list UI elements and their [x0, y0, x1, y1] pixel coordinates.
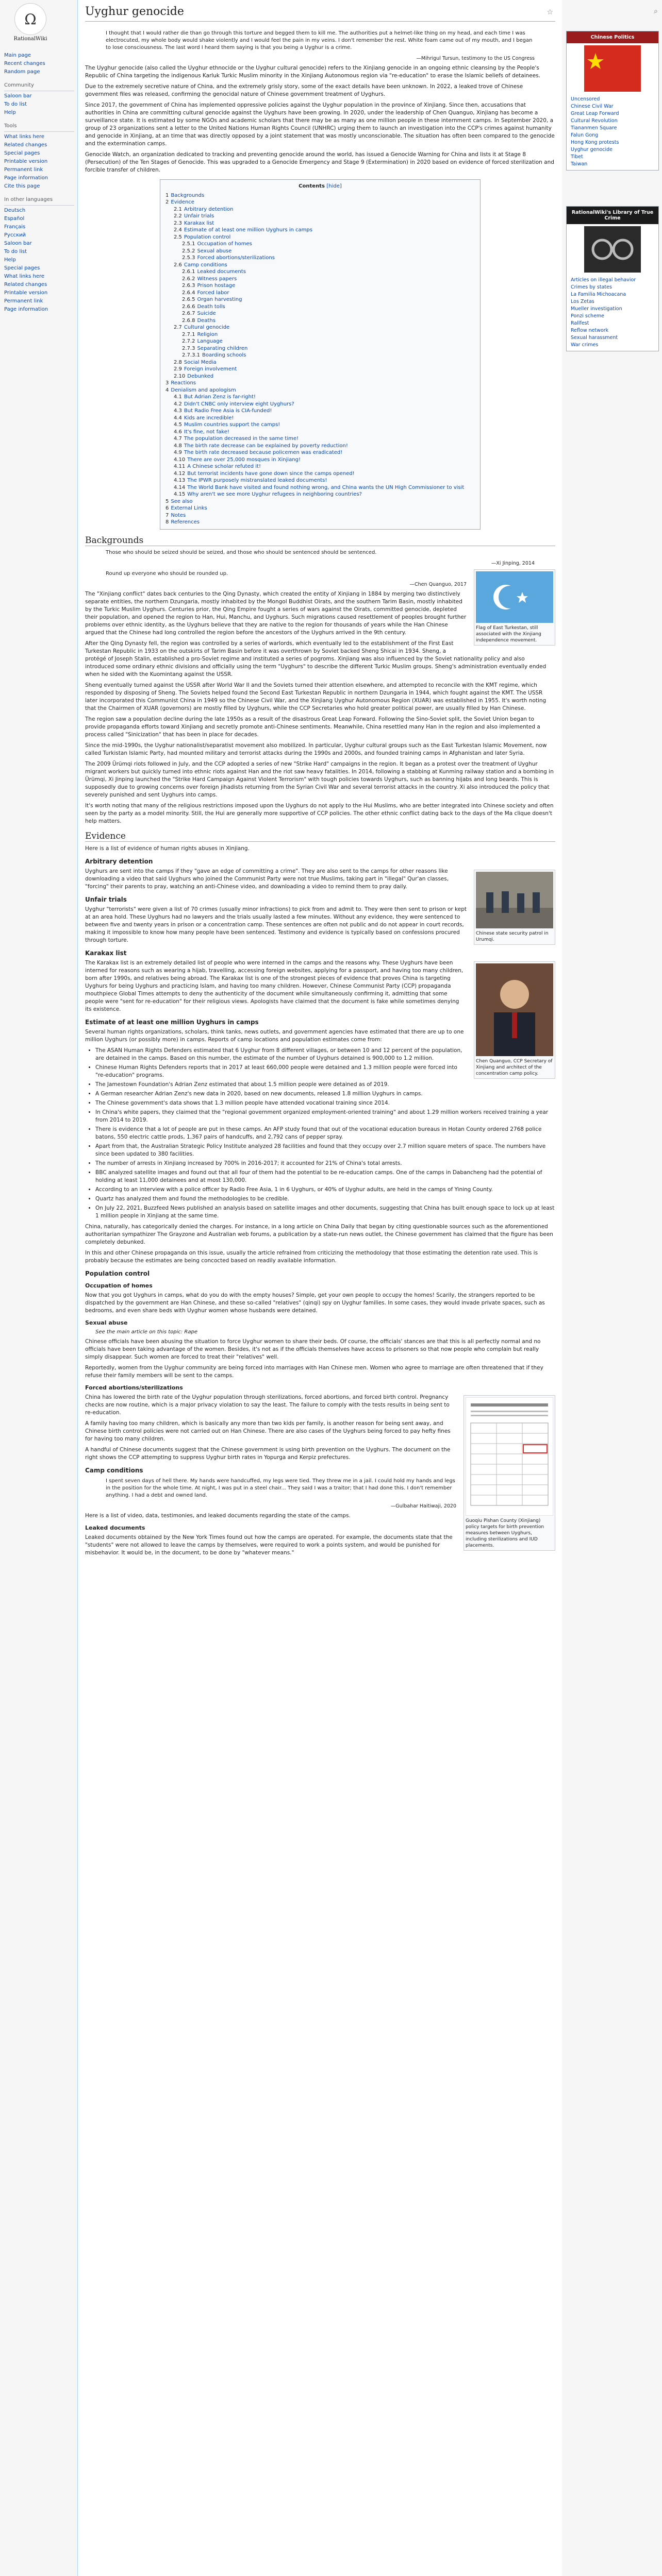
- handcuffs-icon: [584, 226, 641, 273]
- toc-entry-link[interactable]: Boarding schools: [202, 352, 246, 358]
- nav-item[interactable]: Special pages: [4, 265, 40, 271]
- toc-entry[interactable]: [166, 324, 475, 331]
- paragraph: The 2009 Ürümqi riots followed in July, and the CCP adopted a series of new "Strike Hard" campaigns in the region. It began as a protest over the treatment of Uyghur migrant workers but quickly turned into ethnic riots against Han and the riot saw heavy fatalities. In 2014, following a stabbing at Kunming railway station and a bombing in Ürümqi, Xi Jinping launched the "Strike Hard Campaign Against Violent Terrorism" with tough policies towards Uyghurs, such as banning hijabs and long beards. This is supposedly due to growing concerns over foreign jihadists returning from the Syrian Civil War and several terrorist attacks in the country. Xi also introduced the policy that severely punished and sent Uyghurs into camps.: [85, 760, 554, 798]
- toc-entry-number: 2.7.3: [182, 345, 195, 351]
- panel-item[interactable]: Sexual harassment: [571, 335, 618, 341]
- figure-caption: Flag of East Turkestan, still associated with the Xinjiang independence movement.: [476, 625, 541, 643]
- search-icon[interactable]: ⌕: [654, 7, 658, 15]
- china-flag-icon: [584, 45, 641, 92]
- list-item: • Apart from that, the Australian Strategic Policy Institute analyzed 28 facilities and found that they occupy over 2.7 million square meters of space. The numbers have since been updated to 380 facilities.: [95, 1143, 555, 1158]
- toc-entry[interactable]: [166, 470, 475, 478]
- toc-entry-number: 4.12: [174, 470, 186, 477]
- toc-entry-number: 4.7: [174, 436, 182, 442]
- toc-entry[interactable]: [166, 192, 475, 199]
- birth-prevention-document-image: [466, 1397, 553, 1516]
- backgrounds-quote: [106, 549, 535, 556]
- toc-entry[interactable]: [166, 512, 475, 519]
- toc-entry-link[interactable]: Leaked documents: [197, 269, 246, 275]
- toc-entry[interactable]: [166, 234, 475, 241]
- nav-item[interactable]: Saloon bar: [4, 241, 32, 246]
- toc-entry-link[interactable]: Karakax list: [184, 220, 214, 226]
- toc-entry-link[interactable]: The IPWR purposely mistranslated leaked documents!: [187, 478, 327, 483]
- nav-item[interactable]: To do list: [4, 249, 27, 255]
- toc-entry-number: 2.1: [174, 206, 182, 212]
- toc-entry-link[interactable]: Muslim countries support the camps!: [184, 422, 280, 428]
- toc-entry[interactable]: [166, 394, 475, 401]
- left-sidebar: [0, 0, 77, 2576]
- toc-entry-number: 4.3: [174, 408, 182, 414]
- toc-list: [166, 192, 475, 526]
- panel-list: [567, 94, 658, 170]
- toc-entry[interactable]: [166, 206, 475, 213]
- toc-entry[interactable]: [166, 352, 475, 359]
- toc-entry-link[interactable]: Deaths: [197, 317, 216, 324]
- list-item: • The Jamestown Foundation's Adrian Zenz estimated that about 1.5 million people were detained as of 2019.: [95, 1081, 555, 1089]
- urumqi-patrol-figure[interactable]: [474, 870, 555, 945]
- subsection-heading-unfair-trials: Unfair trials: [85, 895, 127, 903]
- toc-entry-number: 4.4: [174, 415, 182, 421]
- toc-entry[interactable]: [166, 276, 475, 283]
- toc-hide-link[interactable]: [hide]: [326, 183, 342, 189]
- watch-star-icon[interactable]: ☆: [547, 8, 553, 16]
- toc-entry[interactable]: [166, 498, 475, 505]
- figure-caption: Chinese state security patrol in Urumqi.: [476, 930, 549, 942]
- toc-entry[interactable]: [166, 435, 475, 443]
- toc-entry-link[interactable]: There are over 25,000 mosques in Xinjiang!: [187, 456, 301, 463]
- paragraph: Since the mid-1990s, the Uyghur nationalist/separatist movement also mobilized. In particular, Uyghur cultural groups such as the East Turkestan Islamic Movement, now called Turkistan Islamic Party, had mounted military and terrorist attacks during the 1990s and 2000s, and founded training camps in Afghanistan and later Syria.: [85, 742, 547, 756]
- nav-item[interactable]: Recent changes: [4, 61, 45, 66]
- toc-entry[interactable]: [166, 338, 475, 345]
- toc-entry-number: 4.2: [174, 401, 182, 407]
- toc-entry-number: 4.14: [174, 484, 186, 490]
- toc-entry-number: 4.8: [174, 443, 182, 449]
- title-bar: [85, 5, 555, 22]
- list-item: • Chinese Human Rights Defenders reports that in 2017 at least 660,000 people were detained and 1.3 million people were forced into "re-education" programs.: [95, 1064, 555, 1079]
- paragraph: In this and other Chinese propaganda on this issue, usually the article refrained from criticizing the methodology that those estimating the detention rate used. This is probably because the estimates are being concocted based on readily available information.: [85, 1249, 538, 1264]
- toc-entry-link[interactable]: Witness papers: [197, 276, 237, 282]
- paragraph: Reportedly, women from the Uyghur community are being forced into marriages with Han Chinese men. Women who agree to marriage are often threatened that if they refuse their family members will be sent to the camps.: [85, 1364, 543, 1379]
- toc-entry-link[interactable]: But Adrian Zenz is far-right!: [184, 394, 256, 400]
- toc-entry[interactable]: [166, 241, 475, 248]
- nav-item[interactable]: What links here: [4, 274, 45, 279]
- toc-entry[interactable]: [166, 449, 475, 456]
- nav-item[interactable]: To do list: [4, 101, 27, 107]
- toc-entry[interactable]: [166, 303, 475, 311]
- toc-entry[interactable]: [166, 282, 475, 290]
- panel-item[interactable]: Great Leap Forward: [571, 111, 619, 116]
- subsection-heading-karakax-list: Karakax list: [85, 949, 127, 957]
- toc-entry-link[interactable]: Forced abortions/sterilizations: [197, 255, 275, 261]
- toc-entry-link[interactable]: Arbitrary detention: [184, 206, 234, 212]
- list-item: • A German researcher Adrian Zenz's new data in 2020, based on new documents, released 1.8 million Uyghurs in camps.: [95, 1090, 555, 1098]
- panel-item[interactable]: Mueller investigation: [571, 306, 622, 312]
- toc-entry-number: 5: [166, 498, 169, 504]
- nav-item[interactable]: Main page: [4, 53, 31, 58]
- toc-entry[interactable]: [166, 463, 475, 470]
- toc-entry-link[interactable]: Sexual abuse: [197, 248, 232, 254]
- subsection-heading-arbitrary-detention: Arbitrary detention: [85, 857, 153, 865]
- paragraph: The Karakax list is an extremely detailed list of people who were interned in the camps and the reasons why. These Uyghurs have been interned for reasons such as wearing a hijab, travelling, accessing foreign websites, applying for a passport, and having too many children, born after 1990s, and relatives being abroad. The Karakax list is one of the strongest pieces of evidence that proves China is targeting Uyghurs for being Uyghurs and practicing Islam, and having too many children. However, Chinese Communist Party (CCP) propaganda mouthpiece Global Times attempts to deny the authenticity of the document while simultaneously confirming it, admitting that some people were "sent for re-education" for their religious views. Apologists have claimed that the document is fake while sometimes denying its existence.: [85, 959, 464, 1012]
- panel-item[interactable]: La Familia Michoacana: [571, 292, 626, 297]
- paragraph: Uyghurs are sent into the camps if they "gave an edge of committing a crime". They are also sent to the camps for other reasons like downloading a video that said Uyghurs who joined the Communist Party were not true Muslims, taking part in "illegal" Qur'an classes, "forcing" their parents to pray, watching an anti-Chinese video, and downloading a video to remind them to pray daily.: [85, 868, 449, 890]
- toc-entry-number: 2.5: [174, 234, 182, 240]
- toc-entry-link[interactable]: References: [171, 519, 200, 525]
- article-body: [85, 27, 555, 1560]
- intro-quote-text: I thought that I would rather die than go through this torture and begged them to kill me. The authorities put a helmet-like thing on my head, and each time I was electrocuted, my whole body would shake violently and I would feel the pain in my veins. I don't remember the rest. White foam came out of my mouth, and I began to lose consciousness. The last word I heard them saying is that you being a Uyghur is a crime.: [106, 30, 533, 50]
- nav-item[interactable]: Help: [4, 110, 16, 115]
- toc-entry-link[interactable]: Reactions: [171, 380, 196, 386]
- toc-entry-number: 1: [166, 192, 169, 198]
- toc-entry-link[interactable]: Evidence: [171, 199, 194, 205]
- page-title: Uyghur genocide: [85, 5, 184, 18]
- toc-entry-number: 2: [166, 199, 169, 205]
- toc-entry-link[interactable]: Population control: [184, 234, 231, 240]
- figure-caption: Chen Quanguo, CCP Secretary of Xinjiang and architect of the concentration camp policy.: [476, 1058, 553, 1076]
- list-item: • BBC analyzed satellite images and found out that all four of them had the potential to be re-education camps. One of the camps in Dabancheng had the potential of holding at least 11,000 detainees and at most 130,000.: [95, 1169, 555, 1184]
- paragraph: After the Qing Dynasty fell, the region was controlled by a series of warlords, which eventually led to the establishment of the First East Turkestan Republic in 1933 on the outskirts of Tarim Basin before it was overthrown by Soviet backed Sheng Shicai in 1934. Sheng, a protégé of Joseph Stalin, established a pro-Soviet regime and instituted a series of pogroms. Xinjiang was also influenced by the Soviet nationality policy and also introduced some ordinary ethnic divisions and officially using the term "Uyghurs" to describe the different Turkic Muslim groups. Sheng's administration eventually ended when he sided with the Kuomintang against the USSR.: [85, 640, 547, 677]
- toc-entry-number: 2.6.7: [182, 311, 195, 316]
- toc-entry[interactable]: [166, 296, 475, 303]
- paragraph: A handful of Chinese documents suggest that the Chinese government is using birth prevention on the Uyghurs. The document on the right shows the CCP attempting to suppress Uyghur birth rates in Yopurga and Kerpiz prefectures.: [85, 1446, 451, 1461]
- panel-item[interactable]: Rallfest: [571, 320, 589, 326]
- paragraph: Chinese officials have been abusing the situation to force Uyghur women to share their beds. Of course, the officials' stances are that this is all perfectly normal and no officials have been taking advantage of the women. Besides, it's not as if the officials themselves have access to prisoners so that now people who complain but really simply disappear. Such women are forced to treat their "relatives" well.: [85, 1338, 541, 1360]
- nav-item[interactable]: Printable version: [4, 290, 48, 296]
- toc-entry-link[interactable]: Forced labor: [197, 290, 229, 296]
- camp-quote-text: I spent seven days of hell there. My hands were handcuffed, my legs were tied. They threw me in a jail. I could hold my hands and legs in the position for the whole time. At night, I was put in a steel chair... They said I was a traitor; that I had done this. I don't remember anything. I had a debt and owned land.: [106, 1478, 455, 1498]
- toc-entry[interactable]: [166, 477, 475, 484]
- toc-entry-number: 2.6.3: [182, 283, 195, 289]
- nav-item[interactable]: Special pages: [4, 150, 40, 156]
- subsection-heading-sexual-abuse: Sexual abuse: [85, 1319, 128, 1326]
- toc-entry[interactable]: [166, 505, 475, 512]
- toc-entry-number: 4.5: [174, 422, 182, 428]
- toc-entry-number: 4.9: [174, 450, 182, 455]
- figure-caption: Guoqiu Pishan County (Xinjiang) policy targets for birth prevention measures between Uyghurs, including sterilizations and IUD placements.: [466, 1518, 544, 1548]
- toc-entry[interactable]: [166, 443, 475, 450]
- nav-item[interactable]: Help: [4, 257, 16, 263]
- panel-header[interactable]: Chinese Politics: [567, 31, 658, 43]
- toc-title-text: Contents: [299, 183, 325, 189]
- toc-entry[interactable]: [166, 255, 475, 262]
- panel-item[interactable]: Articles on illegal behavior: [571, 277, 636, 283]
- toc-entry-link[interactable]: See also: [171, 498, 193, 504]
- toc-entry-link[interactable]: Denialism and apologism: [171, 387, 236, 393]
- nav-item[interactable]: Español: [4, 216, 25, 222]
- panel-header[interactable]: RationalWiki's Library of True Crime: [567, 207, 658, 224]
- toc-entry-link[interactable]: Why aren't we see more Uyghur refugees in neighboring countries?: [187, 492, 362, 497]
- toc-entry-link[interactable]: The birth rate decreased because policemen was eradicated!: [184, 450, 343, 455]
- logo-wordmark: RationalWiki: [13, 36, 47, 42]
- toc-entry-number: 2.9: [174, 366, 182, 372]
- panel-item[interactable]: Uncensored: [571, 96, 600, 102]
- toc-entry-number: 4.1: [174, 394, 182, 400]
- toc-entry-link[interactable]: Kids are incredible!: [184, 415, 234, 421]
- panel-item[interactable]: Taiwan: [571, 161, 588, 167]
- toc-entry[interactable]: [166, 345, 475, 352]
- toc-entry[interactable]: [166, 373, 475, 380]
- nav-item[interactable]: Random page: [4, 69, 40, 75]
- nav-item[interactable]: Permanent link: [4, 298, 43, 304]
- toc-entry-number: 2.7: [174, 325, 182, 330]
- paragraph: Several human rights organizations, scholars, think tanks, news outlets, and government agencies have estimated that there are up to one million Uyghurs (or possibly more) in camps. Reports of camp locations and population estimates come from:: [85, 1028, 464, 1043]
- chinese-politics-panel: [566, 31, 659, 171]
- toc-entry[interactable]: [166, 310, 475, 317]
- toc-entry[interactable]: [166, 220, 475, 227]
- security-patrol-photo: [476, 872, 553, 928]
- toc-entry-link[interactable]: But terrorist incidents have gone down since the camps opened!: [187, 470, 355, 477]
- toc-entry-number: 8: [166, 519, 169, 525]
- chen-quanguo-figure[interactable]: [474, 961, 555, 1079]
- panel-item[interactable]: Ponzi scheme: [571, 313, 605, 319]
- intro-quote-attribution: —Mihrigul Tursun, testimony to the US Congress: [416, 56, 535, 61]
- list-item: • According to an interview with a police officer by Radio Free Asia, 1 in 6 Uyghurs, or 40% of Uyghur adults, are held in the camps of Yining County.: [95, 1186, 555, 1194]
- toc-entry-link[interactable]: Camp conditions: [184, 262, 227, 268]
- list-item: • The Chinese government's data shows that 1.3 million people have attended vocational training since 2014.: [95, 1099, 555, 1107]
- toc-entry-number: 4.11: [174, 464, 186, 469]
- panel-item[interactable]: Chinese Civil War: [571, 104, 614, 109]
- toc-entry-link[interactable]: Foreign involvement: [184, 366, 237, 372]
- toc-entry-number: 3: [166, 380, 169, 386]
- toc-entry-number: 2.7.1: [182, 331, 195, 337]
- toc-entry-number: 2.8: [174, 359, 182, 365]
- toc-entry-link[interactable]: Language: [197, 338, 223, 344]
- panel-item[interactable]: Los Zetas: [571, 299, 594, 304]
- toc-entry-link[interactable]: Prison hostage: [197, 283, 236, 289]
- hatnote[interactable]: See the main article on this topic: Rape: [95, 1329, 197, 1335]
- paragraph: Now that you got Uyghurs in camps, what do you do with the empty houses? Simple, get your own people to occupy the homes! Scarily, the strangers reported to be dispatched by the government are Han Chinese, and these so-called "relatives" (qinqi) spy on Uyghur families. In some cases, they would invade private spaces, such as bedrooms, and even share beds with Uyghur women whose husbands were detained.: [85, 1292, 545, 1314]
- toc-entry-number: 7: [166, 512, 169, 518]
- intro-paragraph: Since 2017, the government of China has implemented oppressive policies against the Uyghur population in the province of Xinjiang. Since then, accusations that authorities in China are committing cultural genocide against the Uyghurs have been growing. In 2020, under the leadership of Chen Quanguo, Xinjiang has become a surveillance state. It is estimated by some NGOs and academic scholars that there may be as many as one million people in these internment camps. In September 2020, a group of 23 organizations sent a letter to the United Nations Human Rights Council (UNHRC) urging them to launch an investigation into the CCP's crimes against humanity and genocide in Xinjiang, at an time that was directly opposed by a joint statement that was mostly unconscionable. The situation has often been compared to the genocide and the extermination camps.: [85, 102, 555, 147]
- toc-entry-link[interactable]: Suicide: [197, 311, 216, 316]
- paragraph: Here is a list of evidence of human rights abuses in Xinjiang.: [85, 845, 250, 852]
- site-logo[interactable]: [7, 3, 54, 44]
- panel-item[interactable]: Crimes by states: [571, 284, 612, 290]
- nav-item[interactable]: Deutsch: [4, 208, 26, 213]
- toc-entry[interactable]: [166, 290, 475, 297]
- list-item: • The ASAN Human Rights Defenders estimated that 6 Uyghur from 8 different villages, or between 10 and 12 percent of the population, are detained in the camps. Based on this number, the estimate of the number of Uyghurs detained is 900,000 to 1.2 million.: [95, 1047, 555, 1062]
- toc-entry-number: 2.5.2: [182, 248, 195, 254]
- nav-item[interactable]: Русский: [4, 232, 26, 238]
- table-of-contents: [160, 179, 481, 530]
- backgrounds-quote-2-text: Round up everyone who should be rounded up.: [106, 570, 228, 577]
- main-content-area: [77, 0, 562, 2576]
- toc-entry[interactable]: [166, 387, 475, 394]
- nav-item[interactable]: What links here: [4, 134, 45, 140]
- toc-entry[interactable]: [166, 456, 475, 464]
- chen-quanguo-photo: [476, 963, 553, 1056]
- left-nav: [4, 52, 74, 314]
- toc-entry-link[interactable]: Social Media: [184, 359, 217, 365]
- toc-entry[interactable]: [166, 248, 475, 255]
- section-heading-backgrounds: Backgrounds: [85, 537, 555, 546]
- toc-entry-link[interactable]: Cultural genocide: [184, 325, 230, 330]
- panel-item[interactable]: Tibet: [571, 154, 583, 160]
- toc-entry-link[interactable]: Debunked: [187, 373, 214, 379]
- toc-entry-number: 4: [166, 387, 169, 393]
- section-heading-evidence: Evidence: [85, 833, 555, 842]
- toc-entry[interactable]: [166, 380, 475, 387]
- subsection-heading-forced-abortions: Forced abortions/sterilizations: [85, 1384, 183, 1391]
- toc-entry[interactable]: [166, 415, 475, 422]
- list-item: • Quartz has analyzed them and found the methodologies to be credible.: [95, 1195, 555, 1203]
- toc-entry-link[interactable]: A Chinese scholar refuted it!: [187, 464, 261, 469]
- toc-entry-link[interactable]: Death tolls: [197, 303, 225, 310]
- toc-entry[interactable]: [166, 408, 475, 415]
- nav-item[interactable]: Permanent link: [4, 167, 43, 173]
- toc-entry-number: 2.6: [174, 262, 182, 268]
- list-item: • There is evidence that a lot of people are put in these camps. An AFP study found that out of the vocational education bureaus in Hotan County ordered 2768 police batons, 550 electric cattle prods, 1,367 pairs of handcuffs, and 2,792 cans of pepper spray.: [95, 1126, 555, 1141]
- nav-item[interactable]: Printable version: [4, 159, 48, 164]
- nav-section-heading: Community: [4, 81, 74, 91]
- toc-entry-link[interactable]: Notes: [171, 512, 186, 518]
- toc-entry[interactable]: [166, 519, 475, 526]
- panel-item[interactable]: Reflow network: [571, 328, 609, 333]
- camp-quote-attribution: —Gulbahar Haitiwaji, 2020: [390, 1503, 456, 1509]
- nav-section-heading: Tools: [4, 122, 74, 132]
- panel-list: [567, 275, 658, 351]
- logo-globe-icon: Ω: [14, 3, 46, 35]
- toc-entry-number: 2.6.2: [182, 276, 195, 282]
- toc-entry-number: 2.6.6: [182, 303, 195, 310]
- paragraph: Here is a list of video, data, testimonies, and leaked documents regarding the state of the camps.: [85, 1512, 351, 1519]
- list-item: • The number of arrests in Xinjiang increased by 700% in 2016-2017; it accounted for 21% of China's total arrests.: [95, 1160, 555, 1167]
- list-item: • On July 22, 2021, Buzzfeed News published an analysis based on satellite images and other documents, suggesting that China has built enough space to lock up at least 1 million people in Xinjiang at the same time.: [95, 1205, 555, 1220]
- nav-item[interactable]: Cite this page: [4, 183, 40, 189]
- toc-entry-number: 2.3: [174, 220, 182, 226]
- toc-entry-number: 2.6.5: [182, 297, 195, 302]
- intro-paragraph: Due to the extremely secretive nature of China, and the extremely grisly story, some of the exact details have been unknown. In 2022, a leaked trove of Chinese government files was released, confirming the genocidal nature of Chinese government treatment of Uyghurs.: [85, 83, 523, 97]
- toc-entry-number: 2.10: [174, 373, 186, 379]
- backgrounds-quote-2-attribution: —Chen Quanguo, 2017: [409, 581, 467, 587]
- east-turkestan-flag-image: [476, 571, 553, 623]
- toc-entry-link[interactable]: Separating children: [197, 345, 248, 351]
- nav-section-heading: In other languages: [4, 196, 74, 206]
- nav-item[interactable]: Français: [4, 224, 26, 230]
- paragraph: The region saw a population decline during the late 1950s as a result of the disastrous Great Leap Forward. Following the Sino-Soviet split, the Soviet Union began to provide propaganda efforts toward Xinjiang and secretly promote anti-Chinese sentiments. Meanwhile, China resettled many Han in the region and also implemented a process called "Sinicization" that has been in place for decades.: [85, 716, 540, 738]
- toc-entry[interactable]: [166, 484, 475, 492]
- toc-entry-number: 2.6.8: [182, 317, 195, 324]
- toc-entry[interactable]: [166, 401, 475, 408]
- toc-entry-number: 4.6: [174, 429, 182, 435]
- nav-item[interactable]: Saloon bar: [4, 93, 32, 99]
- toc-entry-number: 2.5.3: [182, 255, 195, 261]
- toc-entry-link[interactable]: The population decreased in the same time!: [184, 436, 299, 442]
- toc-entry-link[interactable]: The birth rate decrease can be explained by poverty reduction!: [184, 443, 348, 449]
- toc-title: [166, 183, 475, 190]
- toc-entry-number: 2.5.1: [182, 241, 195, 247]
- paragraph: It's worth noting that many of the religious restrictions imposed upon the Uyghurs do not apply to the Hui Muslims, who are better integrated into Chinese society and often seen by the party as a model minority. Still, the Hui are generally more supportive of CCP policies. The other ethnic conflict dating back to the days of the Ma clique doesn't help matters.: [85, 802, 554, 824]
- panel-item[interactable]: Uyghur genocide: [571, 147, 613, 152]
- panel-item[interactable]: Tiananmen Square: [571, 125, 617, 131]
- subsection-heading-population-control: Population control: [85, 1269, 150, 1277]
- subsection-heading-leaked-documents: Leaked documents: [85, 1524, 145, 1531]
- toc-entry-number: 2.4: [174, 227, 182, 233]
- toc-entry-number: 4.10: [174, 456, 186, 463]
- paragraph: A family having too many children, which is basically any more than two kids per family, is another reason for being sent away, and Chinese birth control policies were not carried out on Han Chinese. There are also cases of the Uyghurs being forced to pay hefty fines for having too many children.: [85, 1420, 451, 1442]
- toc-entry-number: 2.7.2: [182, 338, 195, 344]
- intro-paragraph: Genocide Watch, an organization dedicated to tracking and preventing genocide around the world, has issued a Genocide Warning for China and lists it at Stage 8 (Persecution) of the Ten Stages of Genocide. This was upgraded to a Genocide Emergency and Stage 9 (Extermination) in 2020 based on evidence of forced sterilization and forcible transfer of children.: [85, 151, 554, 173]
- birth-prevention-document-figure[interactable]: [464, 1395, 555, 1551]
- paragraph: Leaked documents obtained by the New York Times found out how the camps are operated. For example, the documents state that the "students" were not allowed to leave the camps by themselves, were required to work a points system, and would be punished for misbehavior. It would be, in the document, to be done by "whatever means.": [85, 1534, 453, 1556]
- paragraph: Sheng eventually turned against the USSR after World War II and the Soviets turned their attention elsewhere, and attempted to reconcile with the KMT regime, which responded by disposing of Sheng. The Soviets helped found the Second East Turkestan Republic in northern Dzungaria in 1944, which fought against the KMT. The USSR later incorporated this Communist China in 1949 so the Chinese Civil War, and the Xinjiang Uyghur Autonomous Region (XUAR) was established in 1955. It's worth noting that the Chairmen of XUAR (governors) are mostly filled by Uyghurs, while the CCP Secretaries who hold greater political power, are usually filled by Han Chinese.: [85, 682, 547, 711]
- panel-item[interactable]: Falun Gong: [571, 132, 599, 138]
- toc-entry-link[interactable]: Unfair trials: [184, 213, 214, 219]
- toc-entry-link[interactable]: Didn't CNBC only interview eight Uyghurs?: [184, 401, 294, 407]
- toc-entry-number: 2.7.3.1: [182, 352, 200, 358]
- paragraph: China, naturally, has categorically denied the charges. For instance, in a long article on China Daily that began by citing questionable sources such as the aforementioned authoritarian sympathizer The Grayzone and Australian web forums, a publication by a state-run news outlet, the Chinese government has claimed that the figure has been completely debunked.: [85, 1223, 553, 1245]
- panel-item[interactable]: Cultural Revolution: [571, 118, 618, 124]
- nav-item[interactable]: Related changes: [4, 282, 47, 287]
- toc-entry-link[interactable]: Organ harvesting: [197, 297, 242, 302]
- panel-item[interactable]: Hong Kong protests: [571, 140, 619, 145]
- panel-item[interactable]: War crimes: [571, 342, 599, 348]
- toc-entry[interactable]: [166, 331, 475, 338]
- intro-paragraph: The Uyghur genocide (also called the Uyghur ethnocide or the Uyghur cultural genocide) refers to the Xinjiang genocide in an ongoing ethnic cleansing by the People's Republic of China targeting the indigenous Karluk Turkic Muslim minority in the Xinjiang Autonomous region via "re-education" to erase the Islamic beliefs of detainees.: [85, 65, 541, 79]
- toc-entry-number: 2.2: [174, 213, 182, 219]
- subsection-heading-camp-conditions: Camp conditions: [85, 1466, 143, 1474]
- backgrounds-quote-2: [106, 570, 535, 578]
- toc-entry[interactable]: [166, 491, 475, 498]
- toc-entry[interactable]: [166, 268, 475, 276]
- toc-entry-link[interactable]: Occupation of homes: [197, 241, 252, 247]
- toc-entry[interactable]: [166, 227, 475, 234]
- toc-entry-link[interactable]: Estimate of at least one million Uyghurs in camps: [184, 227, 312, 233]
- toc-entry-number: 6: [166, 505, 169, 511]
- right-sidebar: [562, 0, 662, 2576]
- paragraph: China has lowered the birth rate of the Uyghur population through sterilizations, forced abortions, and forced birth control. Pregnancy checks are now routine, which is a major privacy violation to say the least. The failure to comply with the tests results in being sent to re-education.: [85, 1394, 450, 1416]
- toc-entry-link[interactable]: But Radio Free Asia is CIA-funded!: [184, 408, 272, 414]
- toc-entry[interactable]: [166, 199, 475, 206]
- intro-quote: [106, 30, 535, 52]
- paragraph: The "Xinjiang conflict" dates back centuries to the Qing Dynasty, which created the entity of Xinjiang in 1884 by merging two distinctively separate entities, the northern Dzungaria, mostly inhabited by the Mongol Buddhist Oirats, and the southern Tarim Basin, mostly inhabited by the Turkic Muslim Uyghurs. Centuries prior, the Qing Empire fought a series of wars against the Oirats, committed genocide, depleted their population, and opened the region to Han, Hui, Manchu, and Uyghurs. Such migrations caused resettlement of peoples brought further problems over ethnic identity, as the Uyghurs believe that they are native to the region for thousands of years while the Han Chinese argued that the Chinese had long controlled the region before the ancestors of the Uyghurs arrived in the 9th century.: [85, 590, 467, 636]
- nav-item[interactable]: Page information: [4, 175, 48, 181]
- east-turkestan-flag-figure[interactable]: [474, 569, 555, 646]
- nav-item[interactable]: Related changes: [4, 142, 47, 148]
- toc-entry[interactable]: [166, 262, 475, 269]
- subsection-heading-occupation: Occupation of homes: [85, 1282, 153, 1289]
- toc-entry-number: 2.6.4: [182, 290, 195, 296]
- toc-entry[interactable]: [166, 366, 475, 373]
- toc-entry-number: 2.6.1: [182, 269, 195, 275]
- toc-entry[interactable]: [166, 421, 475, 429]
- toc-entry-number: 4.13: [174, 478, 186, 483]
- toc-entry-number: 4.15: [174, 492, 186, 497]
- true-crime-panel: [566, 206, 659, 351]
- toc-entry[interactable]: [166, 317, 475, 325]
- toc-entry-link[interactable]: Backgrounds: [171, 192, 205, 198]
- toc-entry-link[interactable]: The World Bank have visited and found nothing wrong, and China wants the UN High Commissioner to visit: [187, 484, 465, 490]
- toc-entry[interactable]: [166, 213, 475, 220]
- backgrounds-quote-attribution: —Xi Jinping, 2014: [491, 560, 535, 566]
- toc-entry[interactable]: [166, 359, 475, 366]
- toc-entry-link[interactable]: External Links: [171, 505, 207, 511]
- toc-entry[interactable]: [166, 429, 475, 436]
- backgrounds-quote-text: Those who should be seized should be seized, and those who should be sentenced should be sentenced.: [106, 549, 377, 555]
- list-item: • In China's white papers, they claimed that the "regional government organized employment-oriented training" and about 1.29 million workers received training a year from 2014 to 2019.: [95, 1109, 555, 1124]
- toc-entry-link[interactable]: Religion: [197, 331, 218, 337]
- nav-item[interactable]: Page information: [4, 307, 48, 312]
- subsection-heading-estimate: Estimate of at least one million Uyghurs in camps: [85, 1018, 259, 1026]
- paragraph: Uyghur "terrorists" were given a list of 70 crimes (usually minor infractions) to pick from and admit to. They were then sent to prison or kept at an area hold. These Uyghurs had no lawyers and the trials usually lasted a few minutes. Without any evidence, they were sentenced to between five and twenty years in prison or a concentration camp. These sentences are often not public and do not appear in court records, making it impossible to know how many people have been sentenced. Testimony and evidence is typically based on confessions procured through torture.: [85, 906, 467, 943]
- toc-entry-link[interactable]: It's fine, not fake!: [184, 429, 229, 435]
